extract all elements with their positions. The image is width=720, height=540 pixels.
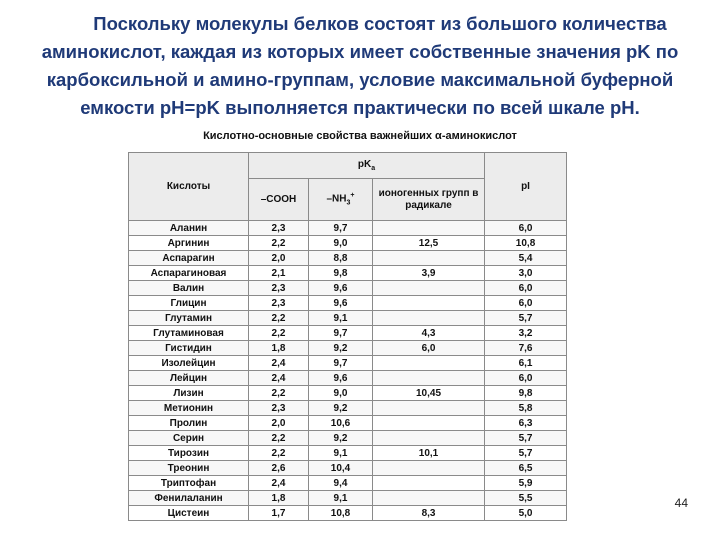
cell-nh3: 9,4: [309, 476, 373, 491]
cell-nh3: 9,1: [309, 446, 373, 461]
cell-cooh: 2,3: [249, 401, 309, 416]
cell-radical: [373, 431, 485, 446]
header-pka: [249, 153, 485, 179]
cell-cooh: 2,4: [249, 476, 309, 491]
table-row: [129, 446, 567, 461]
cell-cooh: 2,4: [249, 356, 309, 371]
cell-pi: 5,8: [485, 401, 567, 416]
cell-cooh: 2,2: [249, 236, 309, 251]
cell-radical: [373, 356, 485, 371]
table-caption: Кислотно-основные свойства важнейших α-аминокислот: [203, 130, 517, 142]
header-acids: Кислоты: [129, 153, 249, 221]
cell-radical: 3,9: [373, 266, 485, 281]
intro-line-1: Поскольку молекулы белков состоят из большого количества: [93, 13, 667, 34]
table-row: [129, 341, 567, 356]
cell-nh3: 9,2: [309, 401, 373, 416]
cell-cooh: 2,3: [249, 221, 309, 236]
table-row: [129, 356, 567, 371]
table-row: [129, 296, 567, 311]
cell-nh3: 9,1: [309, 311, 373, 326]
cell-nh3: 9,0: [309, 236, 373, 251]
cell-cooh: 2,1: [249, 266, 309, 281]
amino-acid-table-grid: [128, 152, 567, 521]
cell-radical: [373, 401, 485, 416]
table-row: [129, 221, 567, 236]
cell-cooh: 2,3: [249, 281, 309, 296]
table-row: [129, 326, 567, 341]
header-nh3-sup: +: [350, 192, 355, 200]
cell-radical: [373, 371, 485, 386]
cell-acid-name: Пролин: [129, 416, 249, 431]
cell-pi: 5,9: [485, 476, 567, 491]
cell-cooh: 2,3: [249, 296, 309, 311]
cell-cooh: 2,2: [249, 311, 309, 326]
cell-nh3: 9,6: [309, 281, 373, 296]
cell-cooh: 2,2: [249, 431, 309, 446]
cell-nh3: 10,4: [309, 461, 373, 476]
cell-pi: 7,6: [485, 341, 567, 356]
intro-paragraph: [8, 10, 712, 122]
cell-acid-name: Триптофан: [129, 476, 249, 491]
cell-radical: [373, 416, 485, 431]
cell-acid-name: Лизин: [129, 386, 249, 401]
cell-nh3: 9,2: [309, 431, 373, 446]
cell-acid-name: Гистидин: [129, 341, 249, 356]
intro-line-4: емкости pH=pK выполняется практически по всей шкале pH.: [80, 97, 640, 118]
cell-radical: 4,3: [373, 326, 485, 341]
cell-acid-name: Метионин: [129, 401, 249, 416]
table-row: [129, 401, 567, 416]
cell-pi: 6,0: [485, 296, 567, 311]
cell-nh3: 9,6: [309, 296, 373, 311]
table-row: [129, 491, 567, 506]
cell-acid-name: Треонин: [129, 461, 249, 476]
cell-acid-name: Глутаминовая: [129, 326, 249, 341]
header-nh3-main: –NH: [326, 193, 347, 205]
cell-radical: [373, 281, 485, 296]
cell-pi: 6,0: [485, 281, 567, 296]
cell-pi: 5,7: [485, 431, 567, 446]
cell-radical: 6,0: [373, 341, 485, 356]
header-pka-sub: a: [371, 165, 376, 172]
cell-nh3: 9,2: [309, 341, 373, 356]
cell-radical: [373, 461, 485, 476]
cell-acid-name: Аспарагин: [129, 251, 249, 266]
cell-nh3: 9,7: [309, 326, 373, 341]
cell-nh3: 9,7: [309, 356, 373, 371]
cell-pi: 6,3: [485, 416, 567, 431]
cell-pi: 3,2: [485, 326, 567, 341]
cell-cooh: 1,7: [249, 506, 309, 521]
cell-cooh: 2,2: [249, 326, 309, 341]
cell-pi: 10,8: [485, 236, 567, 251]
cell-cooh: 2,2: [249, 386, 309, 401]
table-row: [129, 251, 567, 266]
cell-pi: 5,5: [485, 491, 567, 506]
cell-pi: 6,0: [485, 371, 567, 386]
header-cooh: –COOH: [249, 179, 309, 221]
cell-pi: 5,7: [485, 446, 567, 461]
cell-acid-name: Глутамин: [129, 311, 249, 326]
intro-line-2: аминокислот, каждая из которых имеет собственные значения pK по: [41, 41, 679, 62]
table-row: [129, 281, 567, 296]
cell-nh3: 9,7: [309, 221, 373, 236]
table-row: [129, 371, 567, 386]
cell-pi: 5,4: [485, 251, 567, 266]
table-row: [129, 476, 567, 491]
cell-cooh: 2,2: [249, 446, 309, 461]
cell-cooh: 2,0: [249, 251, 309, 266]
table-row: [129, 266, 567, 281]
table-row: [129, 431, 567, 446]
cell-pi: 5,7: [485, 311, 567, 326]
cell-pi: 6,1: [485, 356, 567, 371]
cell-cooh: 1,8: [249, 341, 309, 356]
cell-acid-name: Глицин: [129, 296, 249, 311]
cell-cooh: 2,4: [249, 371, 309, 386]
cell-radical: [373, 296, 485, 311]
cell-pi: 3,0: [485, 266, 567, 281]
table-row: [129, 506, 567, 521]
cell-cooh: 2,6: [249, 461, 309, 476]
header-pka-main: pK: [357, 159, 372, 170]
cell-radical: [373, 311, 485, 326]
table-row: [129, 461, 567, 476]
cell-radical: [373, 476, 485, 491]
cell-radical: [373, 491, 485, 506]
page-number: 44: [674, 496, 688, 510]
table-row: [129, 236, 567, 251]
cell-radical: 10,45: [373, 386, 485, 401]
cell-nh3: 9,0: [309, 386, 373, 401]
cell-pi: 6,5: [485, 461, 567, 476]
cell-pi: 9,8: [485, 386, 567, 401]
cell-acid-name: Аланин: [129, 221, 249, 236]
cell-acid-name: Цистеин: [129, 506, 249, 521]
cell-radical: [373, 221, 485, 236]
cell-acid-name: Лейцин: [129, 371, 249, 386]
cell-pi: 5,0: [485, 506, 567, 521]
cell-cooh: 2,0: [249, 416, 309, 431]
cell-acid-name: Валин: [129, 281, 249, 296]
table-row: [129, 311, 567, 326]
cell-nh3: 10,6: [309, 416, 373, 431]
cell-nh3: 10,8: [309, 506, 373, 521]
cell-nh3: 9,6: [309, 371, 373, 386]
header-ionogenic: ионогенных групп в радикале: [373, 179, 485, 221]
table-body: [129, 221, 567, 521]
header-nh3: [309, 179, 373, 221]
cell-nh3: 9,1: [309, 491, 373, 506]
table-row: [129, 386, 567, 401]
table-row: [129, 416, 567, 431]
cell-acid-name: Аргинин: [129, 236, 249, 251]
cell-acid-name: Серин: [129, 431, 249, 446]
cell-cooh: 1,8: [249, 491, 309, 506]
cell-acid-name: Фенилаланин: [129, 491, 249, 506]
cell-acid-name: Аспарагиновая: [129, 266, 249, 281]
cell-radical: 8,3: [373, 506, 485, 521]
amino-acid-table: [128, 152, 566, 520]
cell-radical: 10,1: [373, 446, 485, 461]
intro-line-3: карбоксильной и амино-группам, условие максимальной буферной: [46, 69, 674, 90]
header-nh3-sub: 3: [346, 199, 351, 207]
cell-nh3: 9,8: [309, 266, 373, 281]
cell-acid-name: Изолейцин: [129, 356, 249, 371]
cell-radical: [373, 251, 485, 266]
cell-acid-name: Тирозин: [129, 446, 249, 461]
cell-nh3: 8,8: [309, 251, 373, 266]
cell-radical: 12,5: [373, 236, 485, 251]
cell-pi: 6,0: [485, 221, 567, 236]
header-pi: pI: [485, 153, 567, 221]
